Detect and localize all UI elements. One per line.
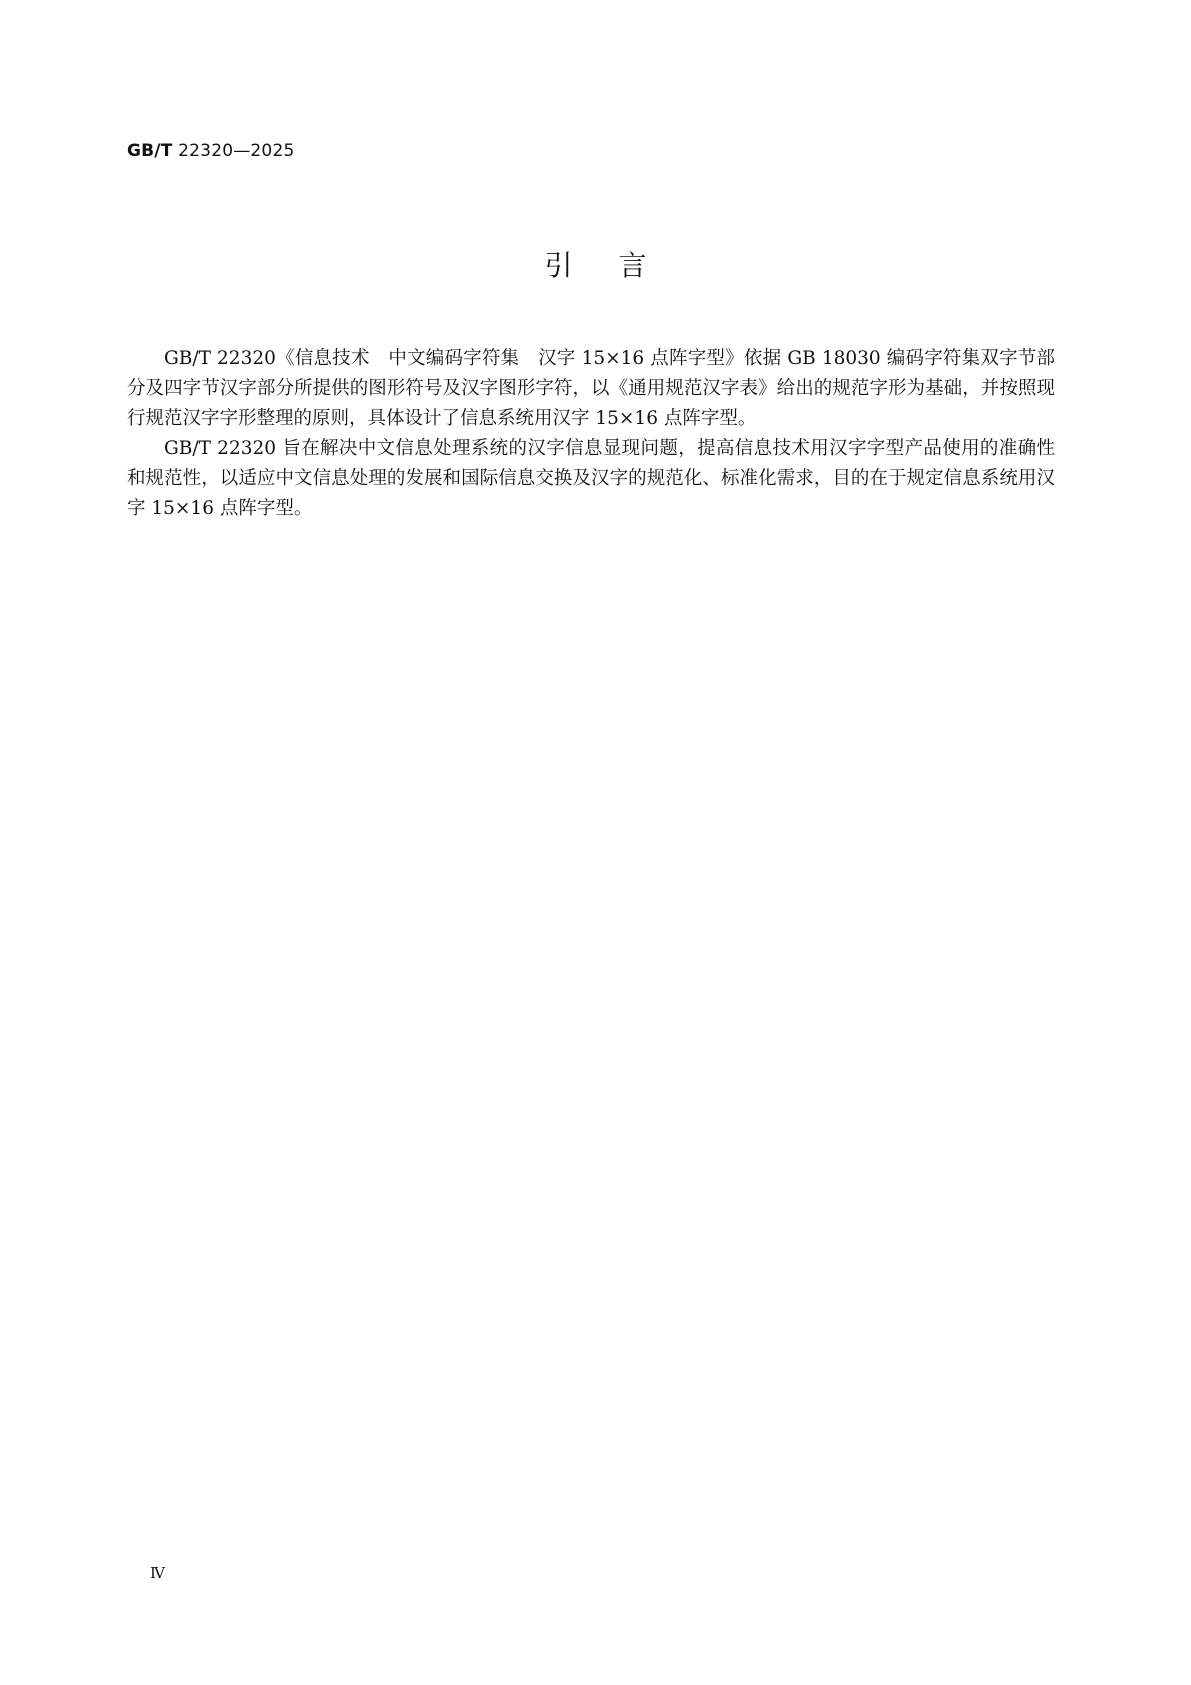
section-title: 引言: [544, 249, 693, 282]
standard-prefix: GB/T: [127, 141, 173, 161]
paragraph-1: GB/T 22320《信息技术 中文编码字符集 汉字 15×16 点阵字型》依据 GB 18030 编码字符集双字节部分及四字节汉字部分所提供的图形符号及汉字图形字符，以《通用规范汉字表》给出的规范字形为基础，并按照现行规范汉字字形整理的原则，具体设计了信息系统用汉字 15×16 点阵字型。: [127, 348, 1055, 429]
body-text: [127, 344, 1055, 524]
paragraph-2: GB/T 22320 旨在解决中文信息处理系统的汉字信息显现问题，提高信息技术用汉字字型产品使用的准确性和规范性，以适应中文信息处理的发展和国际信息交换及汉字的规范化、标准化需求，目的在于规定信息系统用汉字 15×16 点阵字型。: [127, 438, 1055, 519]
standard-number: 22320—2025: [178, 141, 295, 161]
standard-code-header: [127, 141, 294, 161]
page-number: Ⅳ: [150, 1564, 165, 1582]
